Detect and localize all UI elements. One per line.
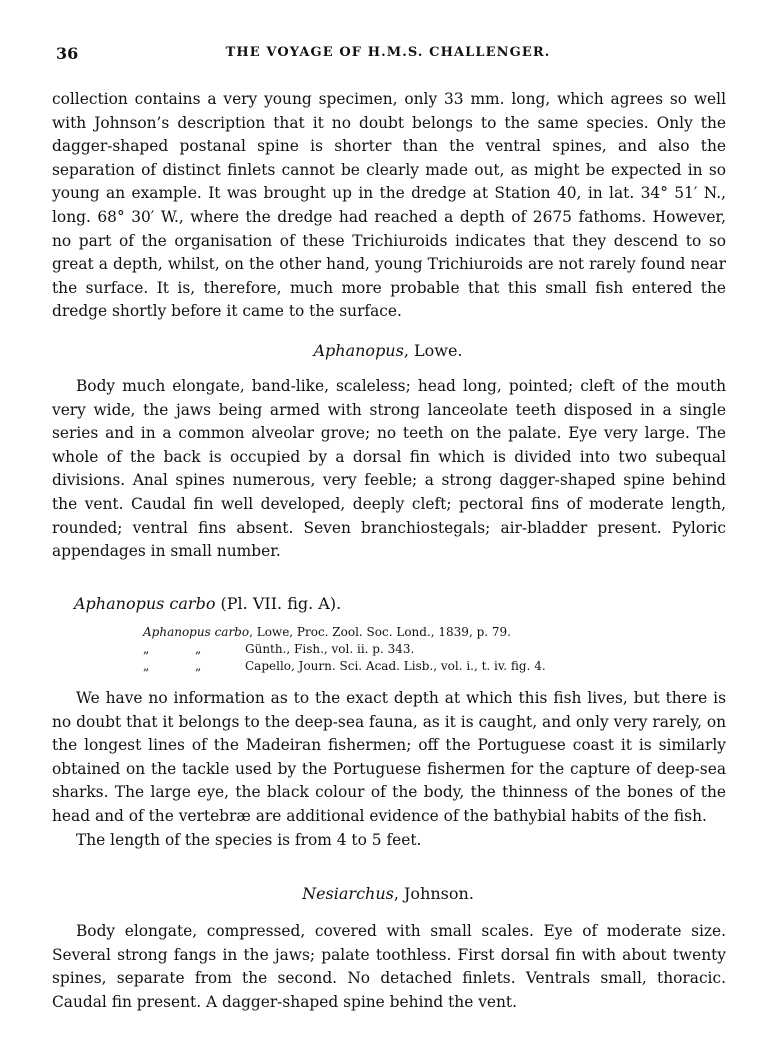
page-header <box>56 44 720 66</box>
paragraph-text: Body much elongate, band-like, scaleless; head long, pointed; cleft of the mouth very wide, the jaws being armed with strong lanceolate teeth disposed in a single series and in a common alveolar grove; no teeth on the palate. Eye very large. The whole of the back is occupied by a dorsal fin which is divided into two subequal divisions. Anal spines numerous, very feeble; a strong dagger-shaped spine behind the vent. Caudal fin well developed, deeply cleft; pectoral fins of moderate length, rounded; ventral fins absent. Seven branchiostegals; air-bladder present. Pyloric appendages in small number. <box>52 377 726 561</box>
synonymy-list <box>143 624 546 675</box>
species-heading-aphanopus-carbo <box>74 594 341 613</box>
running-title: THE VOYAGE OF H.M.S. CHALLENGER. <box>225 45 551 60</box>
genus-heading-aphanopus <box>0 341 776 360</box>
synonym-reference: Günth., Fish., vol. ii. p. 343. <box>245 642 415 656</box>
synonymy-line <box>143 624 546 641</box>
synonym-name: Aphanopus carbo <box>143 625 250 639</box>
species-account-aphanopus-carbo <box>52 687 726 852</box>
genus-description-aphanopus <box>52 375 726 564</box>
page-number: 36 <box>56 44 79 63</box>
paragraph-text: The length of the species is from 4 to 5 feet. <box>76 830 422 849</box>
genus-heading-nesiarchus <box>0 884 776 903</box>
synonym-reference: Capello, Journ. Sci. Acad. Lisb., vol. i., t. iv. fig. 4. <box>245 659 546 673</box>
paragraph-text: Body elongate, compressed, covered with small scales. Eye of moderate size. Several strong fangs in the jaws; palate toothless. First dorsal fin with about twenty spines, separate from the second. No detached finlets. Ventrals small, thoracic. Caudal fin present. A dagger-shaped spine behind the vent. <box>52 922 726 1011</box>
synonym-reference: , Lowe, Proc. Zool. Soc. Lond., 1839, p. 79. <box>249 625 511 639</box>
species-plate-ref: (Pl. VII. fig. A). <box>215 594 342 613</box>
synonymy-line <box>143 658 546 675</box>
ditto-mark: „ <box>195 659 202 673</box>
genus-name: Nesiarchus <box>302 884 394 903</box>
ditto-mark: „ <box>143 659 150 673</box>
synonymy-line <box>143 641 546 658</box>
genus-author: , Lowe. <box>403 341 463 360</box>
paragraph-text: We have no information as to the exact depth at which this fish lives, but there is no doubt that it belongs to the deep-sea fauna, as it is caught, and only very rarely, on the longest lines of the Madeiran fishermen; off the Portuguese coast it is similarly obtained on the tackle used by the Portuguese fishermen for the capture of deep-sea sharks. The large eye, the black colour of the body, the thinness of the bones of the head and of the vertebræ are additional evidence of the bathybial habits of the fish. <box>52 689 726 825</box>
species-name: Aphanopus carbo <box>74 594 216 613</box>
paragraph-text: collection contains a very young specimen, only 33 mm. long, which agrees so well with Johnson’s description that it no doubt belongs to the same species. Only the dagger-shaped postanal spine is shorter than the ventral spines, and also the separation of distinct finlets cannot be clearly made out, as might be expected in so young an example. It was brought up in the dredge at Station 40, in lat. 34° 51′ N., long. 68° 30′ W., where the dredge had reached a depth of 2675 fathoms. However, no part of the organisation of these Trichiuroids indicates that they descend to so great a depth, whilst, on the other hand, young Trichiuroids are not rarely found near the surface. It is, therefore, much more probable that this small fish entered the dredge shortly before it came to the surface. <box>52 90 726 321</box>
ditto-mark: „ <box>195 642 202 656</box>
genus-author: , Johnson. <box>393 884 474 903</box>
genus-description-nesiarchus <box>52 920 726 1014</box>
ditto-mark: „ <box>143 642 150 656</box>
paragraph-continued <box>52 88 726 324</box>
genus-name: Aphanopus <box>313 341 404 360</box>
